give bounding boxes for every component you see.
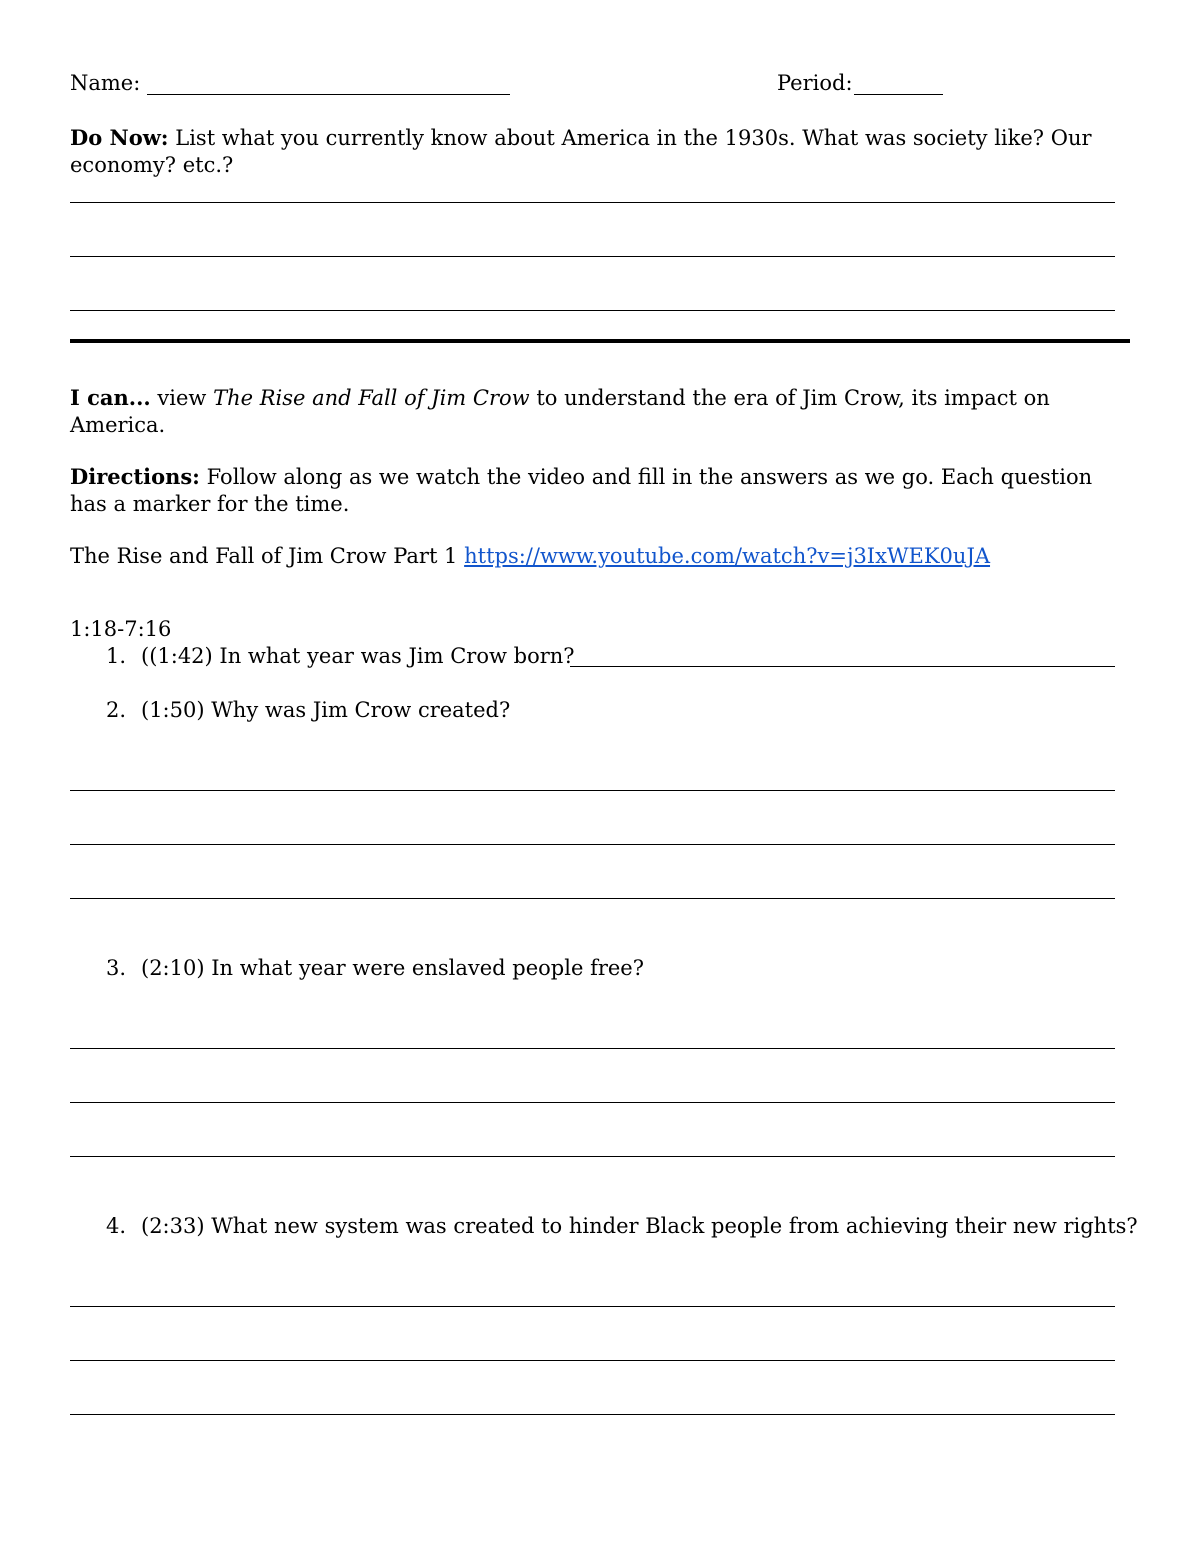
question-1-number: 1.	[106, 644, 127, 668]
section-divider	[70, 339, 1130, 343]
do-now-text: List what you currently know about America in the 1930s. What was society like? Our economy? etc.?	[70, 126, 1092, 177]
answer-line[interactable]	[70, 898, 1115, 899]
answer-line[interactable]	[70, 1156, 1115, 1157]
do-now-label: Do Now:	[70, 125, 169, 150]
video-line	[70, 543, 990, 570]
answer-line[interactable]	[70, 790, 1115, 791]
do-now-prompt	[70, 124, 1115, 179]
answer-line[interactable]	[70, 256, 1115, 257]
i-can-statement	[70, 384, 1120, 439]
answer-line[interactable]	[70, 844, 1115, 845]
directions	[70, 463, 1125, 518]
period-label: Period:	[777, 71, 853, 95]
question-3-number: 3.	[106, 956, 127, 980]
answer-line[interactable]	[70, 1360, 1115, 1361]
answer-line[interactable]	[70, 1414, 1115, 1415]
question-4-number: 4.	[106, 1214, 127, 1238]
i-can-text-before: view	[157, 386, 207, 410]
question-2-number: 2.	[106, 698, 127, 722]
name-label: Name:	[70, 71, 141, 95]
question-3-text: (2:10) In what year were enslaved people free?	[141, 956, 644, 980]
i-can-label: I can...	[70, 385, 151, 410]
answer-line[interactable]	[70, 1306, 1115, 1307]
answer-line[interactable]	[70, 202, 1115, 203]
name-blank[interactable]	[147, 94, 510, 95]
directions-label: Directions:	[70, 464, 200, 489]
i-can-text-after: to understand the era of Jim Crow, its impact on America.	[70, 386, 1050, 437]
answer-line[interactable]	[70, 310, 1115, 311]
question-2-text: (1:50) Why was Jim Crow created?	[141, 698, 511, 722]
period-blank[interactable]	[854, 94, 943, 95]
video-link[interactable]: https://www.youtube.com/watch?v=j3IxWEK0uJA	[464, 544, 991, 568]
question-4-text: (2:33) What new system was created to hinder Black people from achieving their new rights?	[141, 1214, 1138, 1238]
answer-line[interactable]	[70, 1048, 1115, 1049]
video-label: The Rise and Fall of Jim Crow Part 1	[70, 544, 458, 568]
video-title: The Rise and Fall of Jim Crow	[213, 386, 530, 410]
question-1-answer-line[interactable]	[570, 666, 1115, 667]
directions-text: Follow along as we watch the video and fill in the answers as we go. Each question has a marker for the time.	[70, 465, 1093, 516]
answer-line[interactable]	[70, 1102, 1115, 1103]
time-range: 1:18-7:16	[70, 617, 172, 641]
question-1-text: ((1:42) In what year was Jim Crow born?	[141, 644, 575, 668]
